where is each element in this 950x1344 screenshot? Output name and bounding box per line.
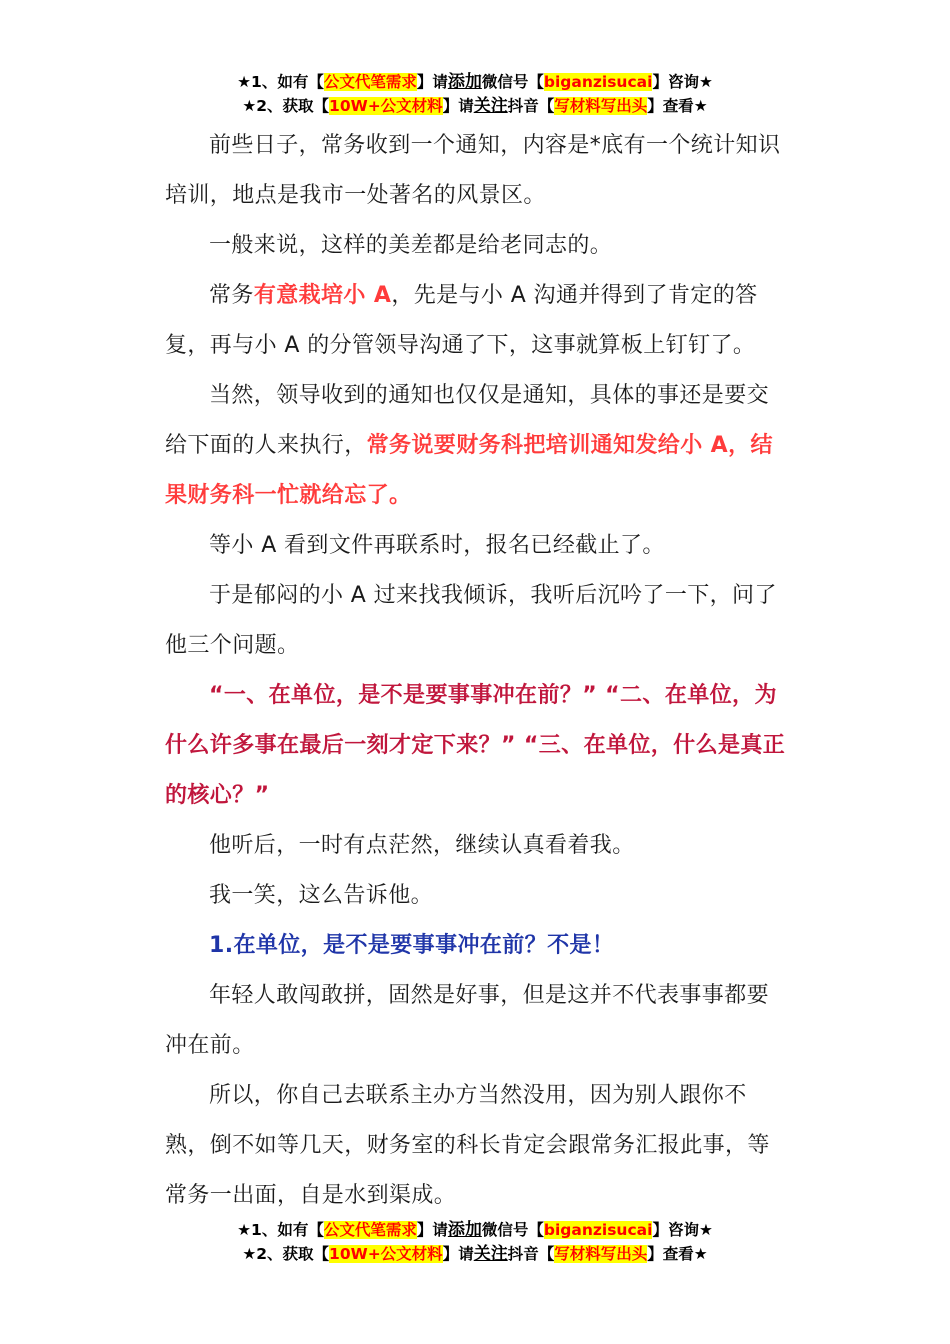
banner-highlight-douyin: 写材料写出头 — [554, 97, 648, 115]
paragraph — [165, 371, 790, 521]
banner-line-1 — [0, 70, 950, 94]
banner-line-2 — [0, 94, 950, 118]
paragraph-text: ，先是与小 A 沟通并得到了肯定的答复，再与小 A 的分管领导沟通了下，这事就算板上钉钉了。 — [165, 283, 758, 358]
banner-highlight-materials: 10W+公文材料 — [329, 1245, 443, 1263]
banner-emphasis: 关注 — [473, 96, 508, 116]
banner-text: 】查看★ — [647, 97, 708, 115]
banner-emphasis: 添加 — [447, 1220, 482, 1240]
banner-highlight-materials: 10W+公文材料 — [329, 97, 443, 115]
paragraph: 他听后，一时有点茫然，继续认真看着我。 — [209, 833, 635, 858]
banner-highlight-service: 公文代笔需求 — [323, 1221, 417, 1239]
banner-line-2 — [0, 1242, 950, 1266]
banner-text: ★2、获取【 — [242, 1245, 330, 1263]
banner-emphasis: 关注 — [473, 1244, 508, 1264]
banner-highlight-wechat: biganzisucai — [543, 1221, 653, 1239]
banner-line-1 — [0, 1218, 950, 1242]
banner-highlight-wechat: biganzisucai — [543, 73, 653, 91]
article-body — [165, 121, 790, 1221]
banner-text: 微信号【 — [481, 73, 544, 91]
banner-text: 】咨询★ — [652, 1221, 713, 1239]
section-heading: 1.在单位，是不是要事事冲在前？不是！ — [209, 933, 615, 958]
banner-text: 】查看★ — [647, 1245, 708, 1263]
banner-emphasis: 添加 — [447, 72, 482, 92]
paragraph: 于是郁闷的小 A 过来找我倾诉，我听后沉吟了一下，问了他三个问题。 — [165, 583, 777, 658]
header-banner — [0, 70, 950, 118]
banner-text: 微信号【 — [481, 1221, 544, 1239]
banner-text: ★1、如有【 — [237, 1221, 324, 1239]
paragraph: 我一笑，这么告诉他。 — [209, 883, 434, 908]
emphasis-text: 有意栽培小 A — [253, 283, 392, 308]
banner-text: 】请 — [416, 73, 448, 91]
paragraph-text: 常务 — [209, 283, 254, 308]
paragraph: 一般来说，这样的美差都是给老同志的。 — [209, 233, 613, 258]
footer-banner — [0, 1218, 950, 1266]
banner-text: 抖音【 — [507, 97, 555, 115]
banner-highlight-douyin: 写材料写出头 — [554, 1245, 648, 1263]
paragraph: 前些日子，常务收到一个通知，内容是*底有一个统计知识培训，地点是我市一处著名的风景区。 — [165, 133, 781, 208]
questions-paragraph: “一、在单位，是不是要事事冲在前？” “二、在单位，为什么许多事在最后一刻才定下来？” “三、在单位，什么是真正的核心？” — [165, 683, 786, 808]
banner-text: 】请 — [442, 1245, 474, 1263]
paragraph: 等小 A 看到文件再联系时，报名已经截止了。 — [209, 533, 665, 558]
emphasis-text: 常务说要财务科把培训通知发给小 A，结果财务科一忙就给忘了。 — [165, 433, 773, 508]
paragraph: 年轻人敢闯敢拼，固然是好事，但是这并不代表事事都要冲在前。 — [165, 983, 770, 1058]
paragraph-text: 当然，领导收到的通知也仅仅是通知，具体的事还是要交给下面的人来执行， — [165, 383, 770, 458]
paragraph: 所以，你自己去联系主办方当然没用，因为别人跟你不熟，倒不如等几天，财务室的科长肯定会跟常务汇报此事，等常务一出面，自是水到渠成。 — [165, 1083, 770, 1208]
banner-text: 】请 — [416, 1221, 448, 1239]
banner-highlight-service: 公文代笔需求 — [323, 73, 417, 91]
banner-text: 】请 — [442, 97, 474, 115]
banner-text: 】咨询★ — [652, 73, 713, 91]
paragraph — [165, 271, 790, 371]
banner-text: ★2、获取【 — [242, 97, 330, 115]
banner-text: ★1、如有【 — [237, 73, 324, 91]
banner-text: 抖音【 — [507, 1245, 555, 1263]
